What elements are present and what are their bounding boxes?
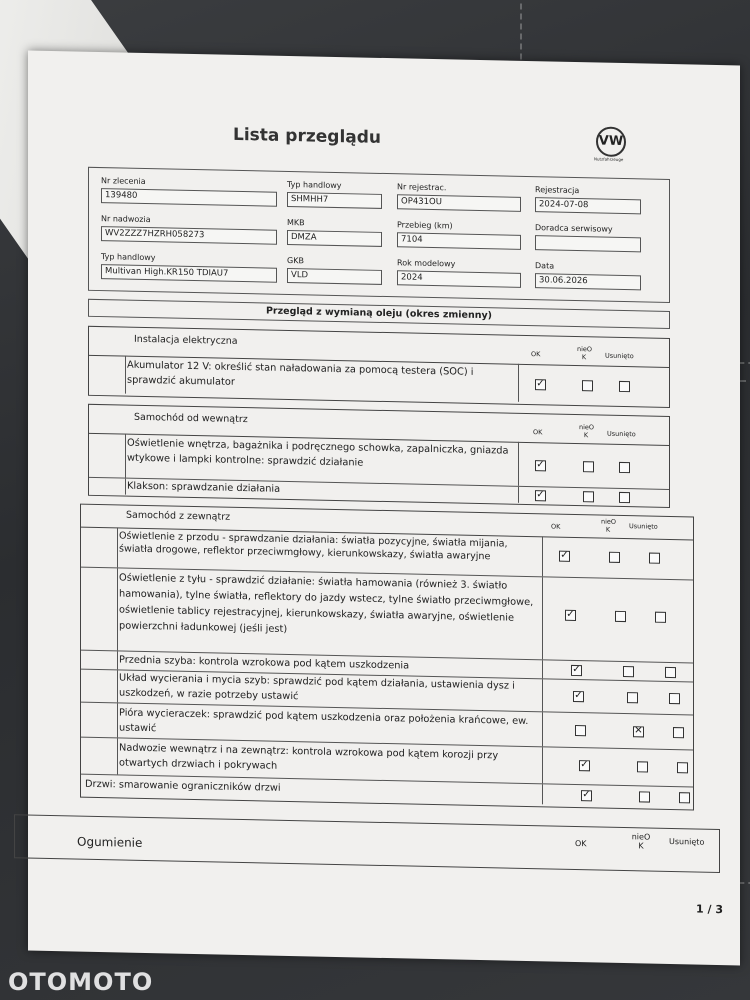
field-model-year: Rok modelowy 2024	[397, 258, 521, 288]
nok-checkbox[interactable]	[627, 692, 638, 703]
checklist-row: Przednia szyba: kontrola wzrokowa pod kątem uszkodzenia ✓	[81, 651, 693, 683]
section-title: Samochód z zewnątrz	[126, 509, 231, 523]
col-fixed: Usunięto	[605, 351, 634, 361]
logo-subtitle: Nutzfahrzeuge	[594, 156, 624, 163]
page-number: 1 / 3	[696, 902, 723, 917]
field-mileage: Przebieg (km) 7104	[397, 220, 521, 250]
inspection-sheet	[28, 51, 740, 966]
vehicle-header-fields	[88, 167, 670, 303]
nok-checkbox[interactable]	[637, 761, 648, 772]
fixed-checkbox[interactable]	[669, 693, 680, 704]
field-vin: Nr nadwozia WV2ZZZ7HZRH058273	[101, 214, 277, 245]
col-ok: OK	[551, 522, 561, 531]
checklist-row: Pióra wycieraczek: sprawdzić pod kątem uszkodzenia oraz położenia krańcowe, ew. ustawić ✕	[81, 703, 693, 751]
section-interior	[88, 404, 670, 508]
ok-checkbox[interactable]: ✓	[582, 789, 591, 801]
checklist-row: Oświetlenie z przodu - sprawdzanie działania: światła pozycyjne, światła mijania, światła drogowe, reflektor przeciwmgłowy, kierunkowskazy, światła awaryjne ✓	[81, 527, 693, 581]
watermark: OTOMOTO	[8, 968, 154, 996]
nok-checkbox[interactable]	[609, 552, 620, 563]
field-gkb: GKB VLD	[287, 256, 382, 285]
nok-checkbox[interactable]	[583, 461, 594, 472]
checklist-row: Oświetlenie wnętrza, bagażnika i podręcznego schowka, zapalniczka, gniazda wtykowe i lampki kontrolne: sprawdzić działanie ✓	[89, 433, 669, 490]
ok-checkbox[interactable]: ✓	[536, 378, 545, 390]
ok-checkbox[interactable]: ✓	[536, 489, 545, 501]
section-title: Instalacja elektryczna	[134, 333, 238, 347]
ok-checkbox[interactable]: ✓	[572, 663, 581, 676]
fixed-checkbox[interactable]	[673, 727, 684, 738]
section-exterior	[80, 504, 694, 811]
col-ok: OK	[533, 428, 543, 437]
fixed-checkbox[interactable]	[619, 462, 630, 473]
field-service-advisor: Doradca serwisowy	[535, 223, 641, 252]
col-fixed: Usunięto	[669, 836, 705, 847]
col-nok: nieO K	[601, 517, 617, 534]
col-nok: nieO K	[631, 832, 651, 851]
checklist-row: Nadwozie wewnątrz i na zewnątrz: kontrola wzrokowa pod kątem korozji przy otwartych drzwiach i pokrywach ✓	[81, 738, 693, 788]
checklist-row: Klakson: sprawdzanie działania ✓	[89, 478, 669, 506]
ok-checkbox[interactable]: ✓	[574, 689, 583, 702]
field-model-name: Typ handlowy Multivan High.KR150 TDIAU7	[101, 252, 277, 283]
col-nok: nieO K	[579, 423, 595, 440]
nok-checkbox[interactable]: ✕	[634, 725, 643, 737]
ok-checkbox[interactable]: ✓	[536, 459, 545, 471]
fixed-checkbox[interactable]	[619, 492, 630, 503]
field-date: Data 30.06.2026	[535, 261, 641, 290]
field-trade-type: Typ handlowy SHMHH7	[287, 180, 382, 209]
col-ok: OK	[531, 350, 541, 359]
col-fixed: Usunięto	[607, 429, 636, 439]
fixed-checkbox[interactable]	[665, 667, 676, 678]
field-registration-no: Nr rejestrac. OP431OU	[397, 182, 521, 212]
field-registration-date: Rejestracja 2024-07-08	[535, 185, 641, 214]
col-fixed: Usunięto	[629, 522, 658, 531]
fixed-checkbox[interactable]	[649, 553, 660, 564]
ok-checkbox[interactable]: ✓	[580, 759, 589, 771]
col-ok: OK	[575, 839, 587, 849]
section-tires	[14, 814, 720, 873]
fixed-checkbox[interactable]	[655, 612, 666, 623]
nok-checkbox[interactable]	[583, 491, 594, 502]
section-electrical	[88, 326, 670, 408]
fixed-checkbox[interactable]	[619, 381, 630, 392]
checklist-row: Akumulator 12 V: określić stan naładowania za pomocą testera (SOC) i sprawdzić akumulator ✓	[89, 355, 669, 405]
nok-checkbox[interactable]	[615, 611, 626, 622]
page-title: Lista przeglądu	[233, 124, 382, 148]
checklist-row: Drzwi: smarowanie ograniczników drzwi ✓	[81, 775, 693, 808]
vw-logo-icon: VW	[596, 126, 626, 157]
nok-checkbox[interactable]	[623, 666, 634, 677]
ok-checkbox[interactable]: ✓	[566, 608, 575, 620]
field-order-no: Nr zlecenia 139480	[101, 176, 277, 207]
nok-checkbox[interactable]	[639, 791, 650, 802]
ok-checkbox[interactable]: ✓	[560, 549, 569, 561]
field-mkb: MKB DMZA	[287, 218, 382, 247]
nok-checkbox[interactable]	[582, 380, 593, 391]
checklist-row: Układ wycierania i mycia szyb: sprawdzić pod kątem działania, ustawienia dysz i uszkodzeń, w razie potrzeby ustawić ✓	[81, 670, 693, 716]
checklist-row: Oświetlenie z tyłu - sprawdzić działanie: światła hamowania (również 3. światło hamowania), tylne światła, reflektory do jazdy wstecz, tylne światło przeciwmgłowe, oświetlenie tablicy rejestracyjnej, kierunkowskazy, światła awaryjne, oświetlenie powierzchni ładunkowej (jeśli jest) ✓	[81, 568, 693, 664]
fixed-checkbox[interactable]	[677, 762, 688, 773]
col-nok: nieO K	[577, 345, 593, 362]
inspection-type-band: Przegląd z wymianą oleju (okres zmienny)	[88, 299, 670, 329]
section-title: Samochód od wewnątrz	[134, 411, 248, 426]
fixed-checkbox[interactable]	[679, 792, 690, 803]
ok-checkbox[interactable]	[575, 725, 586, 736]
section-title: Ogumienie	[77, 834, 143, 850]
